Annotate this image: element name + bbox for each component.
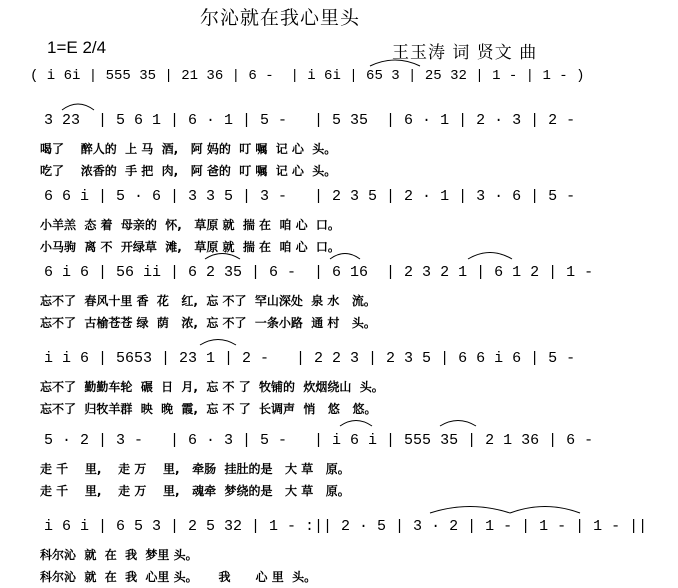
- lyric-verse-1: 小羊羔 态 着 母亲的 怀, 草原 就 揣 在 咱 心 口。: [40, 218, 340, 232]
- slur-mark: [468, 253, 512, 260]
- slur-mark: [200, 340, 236, 346]
- lyric-verse-1: 科尔沁 就 在 我 梦里 头。: [40, 548, 198, 562]
- slur-mark: [440, 421, 476, 427]
- slur-mark: [430, 507, 510, 514]
- lyric-verse-1: 走 千 里, 走 万 里, 牵肠 挂肚的是 大 草 原。: [40, 462, 350, 476]
- lyric-verse-1: 忘不了 春风十里 香 花 红, 忘 不了 罕山深处 泉 水 流。: [40, 294, 376, 308]
- slur-mark: [62, 104, 94, 110]
- slur-mark: [510, 507, 580, 514]
- lyric-verse-2: 忘不了 归牧羊群 映 晚 霞, 忘 不 了 长调声 悄 悠 悠。: [40, 402, 377, 416]
- notes-line: 3 23 | 5 6 1 | 6 · 1 | 5 - | 5 35 | 6 · 1 | 2 · 3 | 2 -: [44, 112, 576, 129]
- lyric-verse-2: 吃了 浓香的 手 把 肉, 阿 爸的 叮 嘱 记 心 头。: [40, 164, 337, 178]
- notes-line: 5 · 2 | 3 - | 6 · 3 | 5 - | i 6 i | 555 35 | 2 1 36 | 6 -: [44, 432, 594, 449]
- notes-line: 6 6 i | 5 · 6 | 3 3 5 | 3 - | 2 3 5 | 2 · 1 | 3 · 6 | 5 -: [44, 188, 576, 205]
- song-title: 尔沁就在我心里头: [200, 7, 361, 29]
- lyric-verse-2: 走 千 里, 走 万 里, 魂牵 梦绕的是 大 草 原。: [40, 484, 350, 498]
- key-signature: 1=E 2/4: [47, 38, 107, 57]
- lyric-verse-2: 科尔沁 就 在 我 心里 头。 我 心 里 头。: [40, 570, 317, 584]
- authors-credit: 王玉涛 词 贤文 曲: [392, 43, 538, 63]
- notes-line: 6 i 6 | 56 ii | 6 2 35 | 6 - | 6 16 | 2 3 2 1 | 6 1 2 | 1 -: [44, 264, 594, 281]
- lyric-verse-2: 小马驹 离 不 开绿草 滩, 草原 就 揣 在 咱 心 口。: [40, 240, 340, 254]
- lyric-verse-1: 喝了 醉人的 上 马 酒, 阿 妈的 叮 嘱 记 心 头。: [40, 142, 337, 156]
- slur-mark: [340, 421, 372, 427]
- notes-line: i 6 i | 6 5 3 | 2 5 32 | 1 - :|| 2 · 5 | 3 · 2 | 1 - | 1 - | 1 - ||: [44, 518, 648, 535]
- lyric-verse-1: 忘不了 勤勤车轮 碾 日 月, 忘 不 了 牧铺的 炊烟绕山 头。: [40, 380, 384, 394]
- notes-line: i i 6 | 5653 | 23 1 | 2 - | 2 2 3 | 2 3 5 | 6 6 i 6 | 5 -: [44, 350, 576, 367]
- intro-line: ( i 6i | 555 35 | 21 36 | 6 - | i 6i | 65 3 | 25 32 | 1 - | 1 - ): [30, 68, 585, 84]
- lyric-verse-2: 忘不了 古榆苍苍 绿 荫 浓, 忘 不了 一条小路 通 村 头。: [40, 316, 376, 330]
